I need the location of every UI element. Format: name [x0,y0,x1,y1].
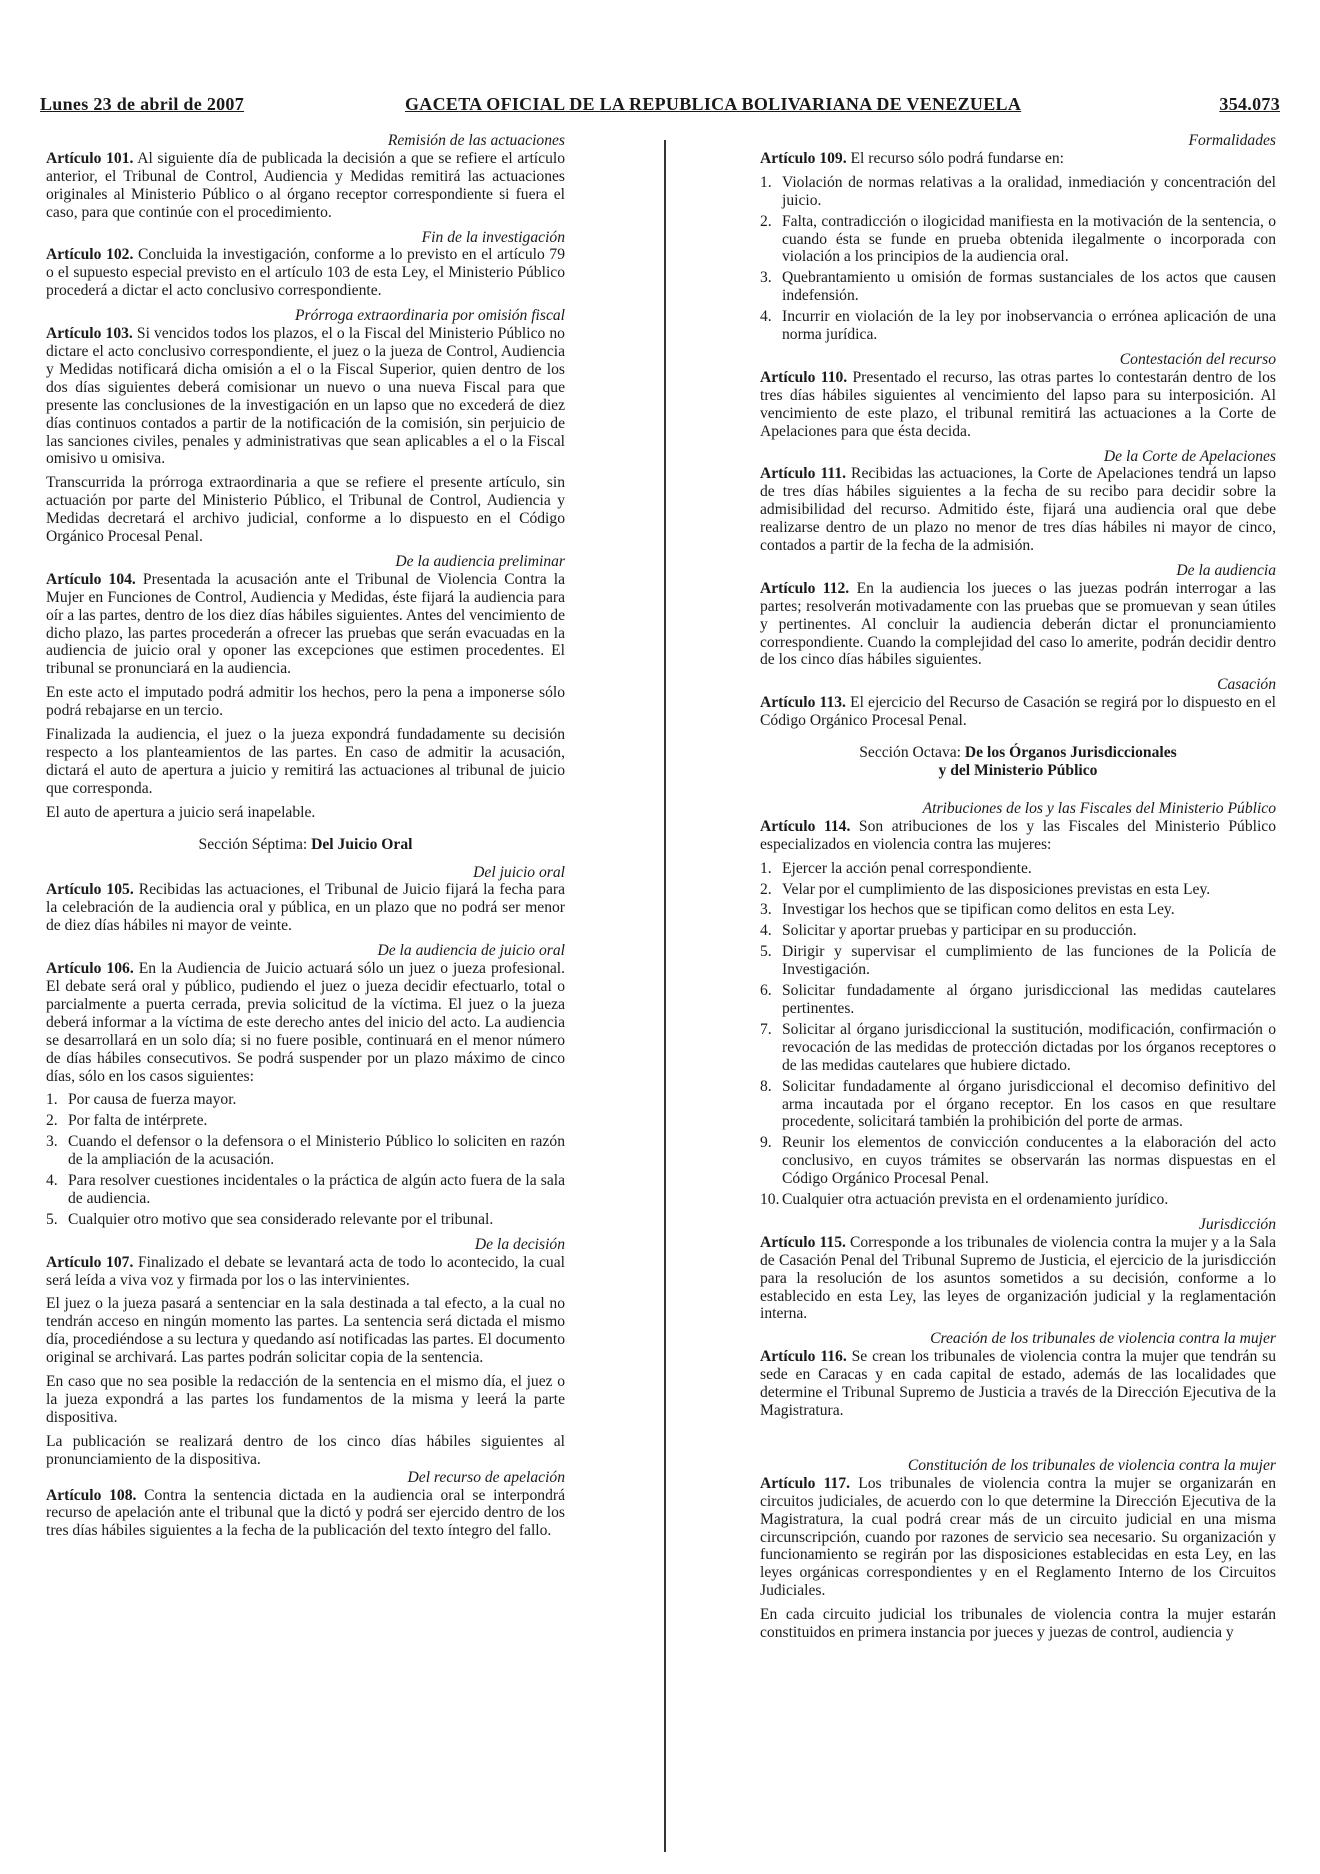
list-number: 2. [46,1112,58,1130]
article-114 [760,818,1276,854]
list-text: Solicitar fundadamente al órgano jurisdiccional el decomiso definitivo del arma incautada por el órgano receptor. En los casos en que resultare procedente, solicitará también la prohibición del porte de armas. [782,1077,1276,1131]
list-number: 5. [46,1210,58,1228]
article-116 [760,1348,1276,1420]
list-number: 3. [760,269,772,287]
article-text: Los tribunales de violencia contra la mujer se organizarán en circuitos judiciales, de acuerdo con lo que determine la Dirección Ejecutiva de la Magistratura, la cual podrá crear más de un circuito judicial en una misma circunscripción, cuando por razones de servicio sea necesario. Su organización y funcionamiento se regirán por las disposiciones establecidas en esta Ley, en las leyes orgánicas correspondientes y en el Reglamento Interno de los Circuitos Judiciales. [760,1474,1277,1600]
list-number: 3. [46,1133,58,1151]
list-item [46,1133,565,1169]
subheading: De la decisión [474,1235,565,1253]
subheading: De la audiencia preliminar [395,552,565,570]
subheading: Constitución de los tribunales de violencia contra la mujer [907,1456,1276,1474]
article-label: Artículo 107. [46,1253,134,1271]
section-heading-7 [46,836,565,854]
article-text: Se crean los tribunales de violencia contra la mujer que tendrán su sede en Caracas y en cada capital de estado, además de las localidades que determine el Tribunal Supremo de Justicia a través de la Dirección Ejecutiva de la Magistratura. [760,1348,1276,1419]
article-111 [760,465,1276,555]
subheading: De la Corte de Apelaciones [1103,447,1276,465]
paragraph: Finalizada la audiencia, el juez o la jueza expondrá fundadamente su decisión respecto a los planteamientos de las partes. En caso de admitir la acusación, dictará el auto de apertura a juicio y remitirá las actuaciones al tribunal de juicio que corresponda. [46,726,565,797]
list-text: Falta, contradicción o ilogicidad manifiesta en la motivación de la sentencia, o cuando ésta se funde en prueba obtenida ilegalmente o incorporada con violación a los principios de la audiencia oral. [782,212,1276,266]
article-109-list [760,174,1276,344]
list-text: Investigar los hechos que se tipifican como delitos en esta Ley. [782,901,1175,919]
list-text: Solicitar al órgano jurisdiccional la sustitución, modificación, confirmación o revocación de las medidas de protección dictadas por los órganos receptores o de las medidas cautelares que hubiere dictado. [782,1020,1276,1074]
list-number: 1. [760,859,772,877]
list-item [760,881,1276,899]
list-item [760,901,1276,919]
header-date: Lunes 23 de abril de 2007 [40,94,245,114]
subheading: Jurisdicción [1198,1215,1276,1233]
article-label: Artículo 117. [760,1474,851,1492]
section-prefix: Sección Séptima: [198,835,312,853]
list-number: 8. [760,1077,772,1095]
article-text: Concluida la investigación, conforme a lo previsto en el artículo 79 o el supuesto especial previsto en el artículo 103 de esta Ley, el Ministerio Público procederá a dictar el acto conclusivo correspondiente. [46,246,565,300]
subheading: De la audiencia de juicio oral [377,942,565,960]
article-label: Artículo 112. [760,579,850,597]
subheading: Del juicio oral [473,863,565,881]
article-107 [46,1254,565,1290]
list-item [46,1172,565,1208]
list-item [760,982,1276,1018]
article-label: Artículo 103. [46,325,133,343]
article-label: Artículo 105. [46,881,134,899]
article-106 [46,960,565,1085]
list-item [760,1021,1276,1075]
paragraph: En cada circuito judicial los tribunales de violencia contra la mujer estarán constituidos en primera instancia por jueces y juezas de control, audiencia y [760,1606,1276,1642]
article-label: Artículo 111. [760,465,847,483]
subheading: Fin de la investigación [421,228,565,246]
list-text: Reunir los elementos de convicción conducentes a la elaboración del acto conclusivo, en cuyos trámites se observarán las normas dispuestas en el Código Orgánico Procesal Penal. [782,1134,1276,1188]
list-number: 2. [760,880,772,898]
article-text: El recurso sólo podrá fundarse en: [846,149,1065,167]
article-text: Al siguiente día de publicada la decisión a que se refiere el artículo anterior, el Tribunal de Control, Audiencia y Medidas remitirá las actuaciones originales al Ministerio Público o al órgano receptor correspondiente si fuera el caso, para que continúe con el procedimiento. [46,149,565,221]
list-number: 4. [46,1172,58,1190]
article-117 [760,1475,1276,1600]
header-page-number: 354.073 [1219,94,1280,114]
list-number: 4. [760,308,772,326]
subheading: Remisión de las actuaciones [387,132,565,149]
article-102 [46,246,565,300]
article-105 [46,881,565,935]
list-text: Cualquier otro motivo que sea considerado relevante por el tribunal. [68,1210,494,1228]
article-115 [760,1234,1276,1324]
list-item [760,860,1276,878]
article-label: Artículo 115. [760,1233,846,1251]
spacer [760,1426,1276,1450]
list-text: Ejercer la acción penal correspondiente. [782,859,1032,877]
list-number: 6. [760,982,772,1000]
header-title: GACETA OFICIAL DE LA REPUBLICA BOLIVARIANA DE VENEZUELA [405,94,1022,114]
article-text: En la Audiencia de Juicio actuará sólo un juez o jueza profesional. El debate será oral y público, pudiendo el juez o jueza decidir efectuarlo, total o parcialmente a puerta cerrada, previa solicitud de la víctima. El juez o la jueza deberá informar a la víctima de este derecho antes del inicio del acto. La audiencia se desarrollará en un solo día; si no fuere posible, continuará en el menor número de días hábiles consecutivos. Se podrá suspender por un plazo máximo de cinco días, sólo en los casos siguientes: [46,960,565,1085]
list-number: 7. [760,1020,772,1038]
list-item [46,1211,565,1229]
subheading: Del recurso de apelación [407,1468,565,1486]
article-112 [760,580,1276,670]
article-101 [46,150,565,222]
subheading: Formalidades [1188,132,1276,149]
article-104 [46,571,565,678]
article-label: Artículo 114. [760,817,851,835]
list-text: Violación de normas relativas a la oralidad, inmediación y concentración del juicio. [782,173,1276,209]
article-label: Artículo 106. [46,960,134,978]
subheading: Atribuciones de los y las Fiscales del Ministerio Público [922,799,1276,817]
article-label: Artículo 102. [46,246,134,264]
list-text: Cuando el defensor o la defensora o el Ministerio Público lo soliciten en razón de la ampliación de la acusación. [68,1133,565,1169]
list-item [760,174,1276,210]
article-103 [46,325,565,468]
paragraph: La publicación se realizará dentro de los cinco días hábiles siguientes al pronunciamiento de la dispositiva. [46,1432,565,1468]
list-item [760,269,1276,305]
article-label: Artículo 108. [46,1486,137,1504]
list-text: Por falta de intérprete. [68,1112,208,1130]
article-110 [760,369,1276,441]
article-text: En la audiencia los jueces o las juezas podrán interrogar a las partes; resolverán motivadamente con las pruebas que se promuevan y sean útiles y pertinentes. Al concluir la audiencia deberán dictar el pronunciamiento correspondiente. Cuando la complejidad del caso lo amerite, podrán decidir dentro de los cinco días hábiles siguientes. [760,579,1277,669]
right-column [760,132,1276,1648]
article-114-list [760,860,1276,1209]
article-text: Recibidas las actuaciones, la Corte de Apelaciones tendrá un lapso de tres días hábiles siguientes a la fecha de su recibo para decidir sobre la admisibilidad del recurso. Admitido éste, fijará una audiencia oral que debe realizarse dentro de un plazo no menor de tres días hábiles ni mayor de cinco, contados a partir de la fecha de la admisión. [760,465,1276,555]
list-item [760,1134,1276,1188]
article-text: Presentado el recurso, las otras partes lo contestarán dentro de los tres días hábiles siguientes al vencimiento del lapso para su interposición. Al vencimiento de este plazo, el tribunal remitirá las actuaciones a la Corte de Apelaciones para que ésta decida. [760,368,1276,440]
list-item [760,1078,1276,1132]
section-title: Del Juicio Oral [311,835,413,853]
list-number: 1. [46,1091,58,1109]
subheading: Contestación del recurso [1119,350,1276,368]
subheading: Creación de los tribunales de violencia contra la mujer [930,1330,1276,1348]
list-number: 4. [760,922,772,940]
paragraph: El juez o la jueza pasará a sentenciar en la sala destinada a tal efecto, a la cual no tendrán acceso en ningún momento las partes. La sentencia será dictada el mismo día, procediéndose a su lectura y quedando así notificadas las partes. El documento original se archivará. Las partes podrán solicitar copia de la sentencia. [46,1295,565,1367]
article-text: Si vencidos todos los plazos, el o la Fiscal del Ministerio Público no dictare el acto conclusivo correspondiente, el juez o la jueza de Control, Audiencia y Medidas notificará dicha omisión a el o la Fiscal Superior, quien dentro de los dos días siguientes deberá comisionar un nuevo o una nueva Fiscal para que presente las conclusiones de la investigación en un lapso que no excederá de diez días continuos contados a partir de la notificación de la comisión, sin perjuicio de las sanciones civiles, penales y administrativas que sean aplicables a el o la Fiscal omisivo u omisiva. [46,325,565,468]
paragraph: En este acto el imputado podrá admitir los hechos, pero la pena a imponerse sólo podrá rebajarse en un tercio. [46,684,565,720]
list-text: Para resolver cuestiones incidentales o la práctica de algún acto fuera de la sala de audiencia. [68,1172,565,1207]
article-label: Artículo 104. [46,570,136,588]
paragraph: En caso que no sea posible la redacción de la sentencia en el mismo día, el juez o la jueza expondrá a las partes los fundamentos de la misma y leerá la parte dispositiva. [46,1373,565,1426]
list-number: 2. [760,212,772,230]
list-text: Quebrantamiento u omisión de formas sustanciales de los actos que causen indefensión. [782,269,1276,305]
article-label: Artículo 109. [760,149,847,167]
article-109 [760,150,1276,168]
list-number: 1. [760,173,772,191]
article-text: Son atribuciones de los y las Fiscales del Ministerio Público especializados en violencia contra las mujeres: [760,817,1277,853]
list-item [46,1112,565,1130]
column-divider [664,140,666,1852]
article-text: Corresponde a los tribunales de violencia contra la mujer y a la Sala de Casación Penal del Tribunal Supremo de Justicia, el ejercicio de la jurisdicción para la resolución de los asuntos sometidos a su decisión, conforme a lo establecido en esta Ley, las leyes de organización judicial y la reglamentación interna. [760,1233,1276,1323]
list-text: Cualquier otra actuación prevista en el ordenamiento jurídico. [782,1191,1169,1209]
list-number: 5. [760,943,772,961]
section-title: De los Órganos Jurisdiccionales [964,744,1177,762]
article-text: Contra la sentencia dictada en la audiencia oral se interpondrá recurso de apelación ante el tribunal que la dictó y podrá ser ejercido dentro de los tres días hábiles siguientes a la fecha de la publicación del texto íntegro del fallo. [46,1486,565,1540]
paragraph: El auto de apertura a juicio será inapelable. [46,803,316,821]
page-header [40,94,1280,116]
list-number: 9. [760,1134,772,1152]
list-number: 3. [760,901,772,919]
article-108 [46,1487,565,1541]
list-text: Velar por el cumplimiento de las disposiciones previstas en esta Ley. [782,880,1211,898]
list-number: 10. [760,1191,780,1209]
list-text: Incurrir en violación de la ley por inobservancia o errónea aplicación de una norma jurídica. [782,308,1276,344]
list-text: Por causa de fuerza mayor. [68,1091,237,1109]
article-113 [760,694,1276,730]
list-text: Solicitar y aportar pruebas y participar en su producción. [782,922,1137,940]
list-text: Solicitar fundadamente al órgano jurisdiccional las medidas cautelares pertinentes. [782,982,1276,1017]
section-prefix: Sección Octava: [859,744,965,762]
article-label: Artículo 101. [46,149,134,167]
list-item [760,308,1276,344]
article-text: El ejercicio del Recurso de Casación se regirá por lo dispuesto en el Código Orgánico Procesal Penal. [760,694,1276,730]
list-item [760,213,1276,267]
section-title-line2: y del Ministerio Público [938,762,1098,779]
subheading: Prórroga extraordinaria por omisión fiscal [294,307,565,325]
list-text: Dirigir y supervisar el cumplimiento de las funciones de la Policía de Investigación. [782,943,1276,979]
article-text: Finalizado el debate se levantará acta de todo lo acontecido, la cual será leída a viva voz y firmada por los o las intervinientes. [46,1253,565,1289]
article-106-list [46,1091,565,1228]
article-text: Presentada la acusación ante el Tribunal de Violencia Contra la Mujer en Funciones de Control, Audiencia y Medidas, éste fijará la audiencia para oír a las partes, dentro de los diez días hábiles siguientes. Antes del vencimiento de dicho plazo, las partes procederán a ofrecer las pruebas que serán evacuadas en la audiencia de juicio oral y oponer las excepciones que estimen procedentes. El tribunal se pronunciará en la audiencia. [46,570,565,678]
article-label: Artículo 116. [760,1348,847,1366]
article-text: Recibidas las actuaciones, el Tribunal de Juicio fijará la fecha para la celebración de la audiencia oral y pública, en un plazo que no podrá ser menor de diez días hábiles ni mayor de veinte. [46,881,565,935]
list-item [760,943,1276,979]
section-heading-8 [760,744,1276,780]
list-item [46,1091,565,1109]
list-item [760,922,1276,940]
subheading: Casación [1217,676,1276,694]
list-item [760,1191,1276,1209]
paragraph: Transcurrida la prórroga extraordinaria a que se refiere el presente artículo, sin actuación por parte del Ministerio Público, el Tribunal de Control, Audiencia y Medidas decretará el archivo judicial, conforme a lo dispuesto en el Código Orgánico Procesal Penal. [46,474,565,546]
left-column [46,132,565,1546]
subheading: De la audiencia [1176,561,1276,579]
article-label: Artículo 110. [760,368,848,386]
article-label: Artículo 113. [760,694,846,712]
